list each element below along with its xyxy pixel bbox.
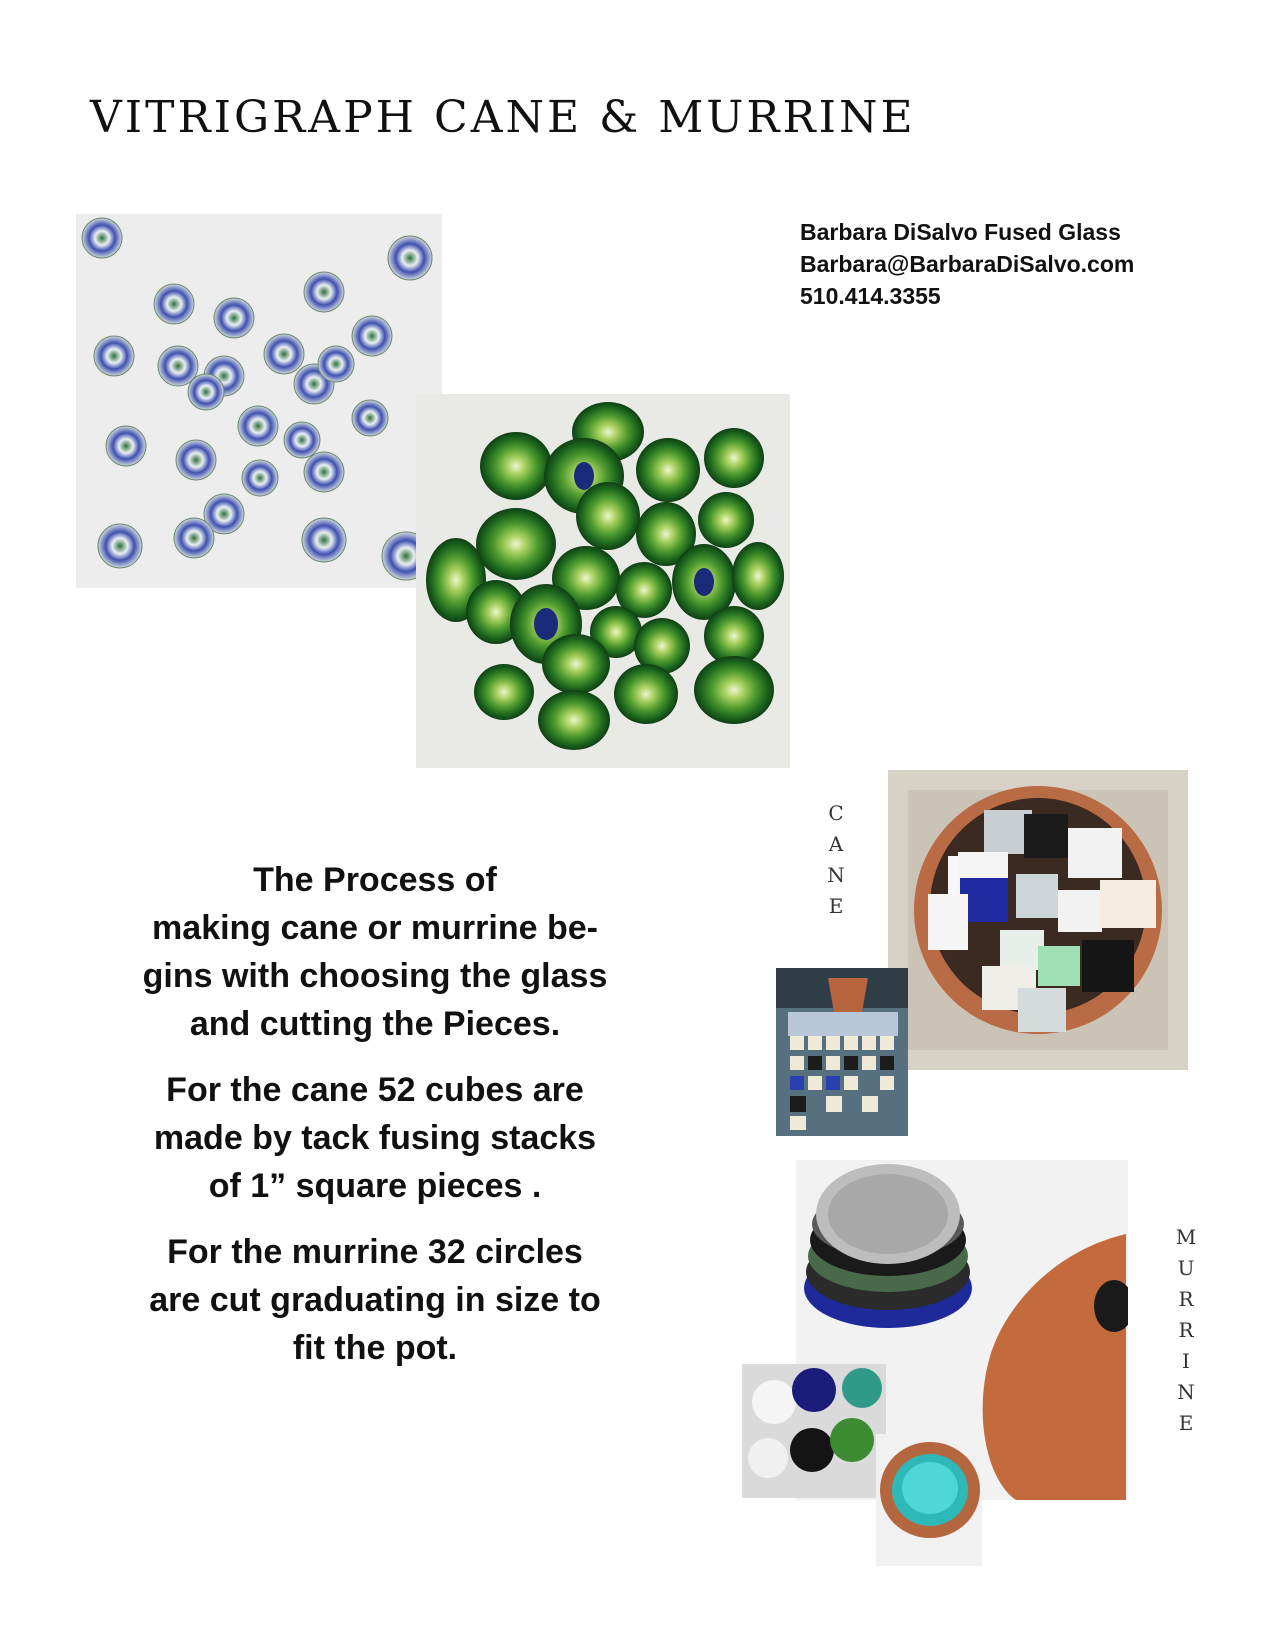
circles-photo (742, 1364, 886, 1498)
bowl-photo (876, 1434, 982, 1566)
cane-vertical-label: C A N E (827, 801, 845, 918)
process-description (110, 856, 640, 1390)
murrine-vertical-label: M U R R I N E (1175, 1225, 1197, 1435)
process-murrine: For the murrine 32 circles are cut graduating in size to fit the pot. (149, 1233, 601, 1367)
contact-name: Barbara DiSalvo Fused Glass (800, 219, 1121, 245)
process-intro: The Process of making cane or murrine be- gins with choosing the glass and cutting the Pieces. (142, 861, 608, 1043)
contact-email: Barbara@BarbaraDiSalvo.com (800, 251, 1135, 277)
process-cane: For the cane 52 cubes are made by tack fusing stacks of 1” square pieces . (153, 1071, 597, 1205)
contact-block (800, 216, 1134, 312)
cane-discs-photo (76, 214, 442, 588)
page-title: VITRIGRAPH CANE & MURRINE (90, 92, 916, 143)
murrine-tiles-photo (416, 394, 790, 768)
table-squares-photo (776, 968, 908, 1136)
pot-squares-photo (888, 770, 1188, 1070)
contact-phone: 510.414.3355 (800, 283, 941, 309)
